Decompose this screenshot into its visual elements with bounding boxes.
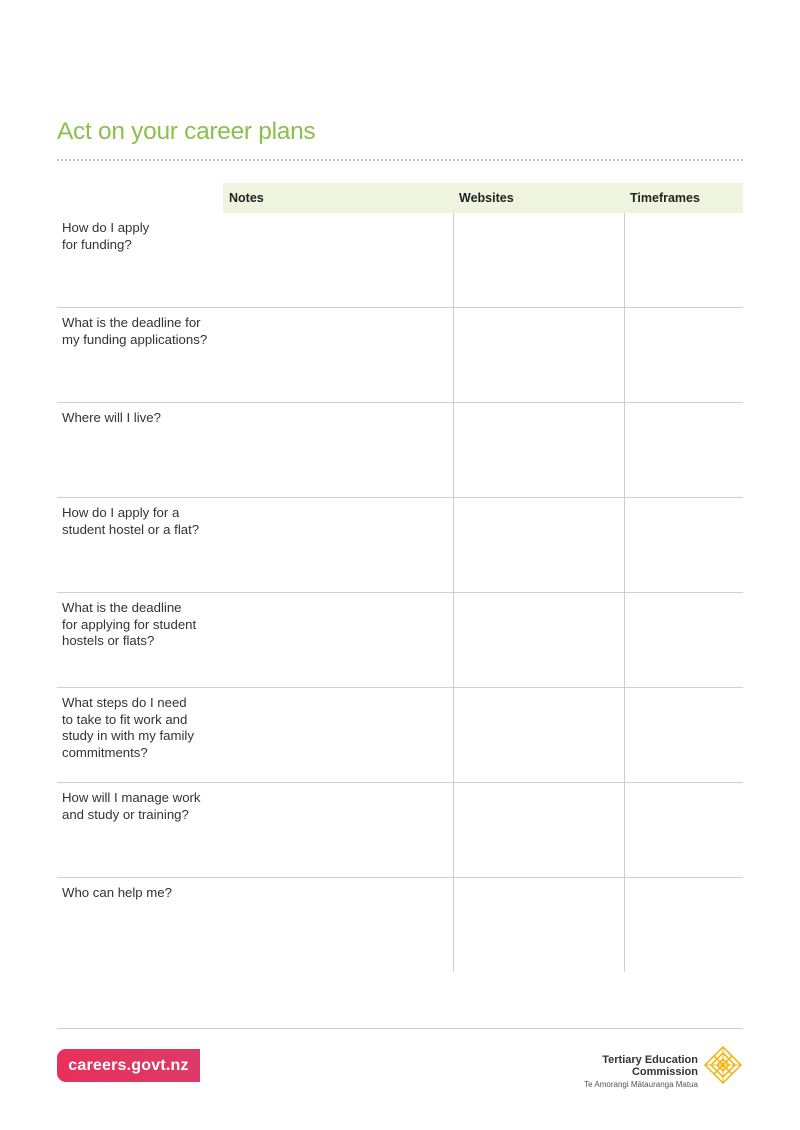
header-questions (57, 183, 223, 213)
timeframes-cell[interactable] (624, 498, 743, 593)
websites-cell[interactable] (453, 878, 624, 973)
question-cell: Who can help me? (62, 885, 172, 900)
websites-cell[interactable] (453, 783, 624, 878)
notes-cell[interactable] (223, 308, 453, 403)
notes-cell[interactable] (223, 213, 453, 308)
page-title: Act on your career plans (57, 118, 316, 145)
table-header-row (57, 183, 743, 213)
notes-cell[interactable] (223, 878, 453, 973)
header-notes: Notes (223, 183, 453, 213)
timeframes-cell[interactable] (624, 688, 743, 783)
footer-divider (57, 1028, 743, 1029)
timeframes-cell[interactable] (624, 593, 743, 688)
websites-cell[interactable] (453, 213, 624, 308)
question-cell: How will I manage work and study or training? (57, 783, 223, 878)
timeframes-cell[interactable] (624, 878, 743, 973)
websites-cell[interactable] (453, 403, 624, 498)
table-row (57, 593, 743, 688)
table-row (57, 688, 743, 783)
career-plans-table (57, 183, 743, 972)
table-row (57, 783, 743, 878)
timeframes-cell[interactable] (624, 403, 743, 498)
websites-cell[interactable] (453, 593, 624, 688)
table-row (57, 308, 743, 403)
table-row (57, 878, 743, 973)
header-timeframes: Timeframes (624, 183, 743, 213)
table-row (57, 498, 743, 593)
websites-cell[interactable] (453, 308, 624, 403)
question-cell: Where will I live? (57, 403, 223, 498)
tec-org-maori-name: Te Amorangi Mātauranga Matua (584, 1080, 698, 1089)
question-cell: What is the deadline for my funding applications? (57, 308, 223, 403)
header-websites: Websites (453, 183, 624, 213)
timeframes-cell[interactable] (624, 308, 743, 403)
notes-cell[interactable] (223, 593, 453, 688)
table-row (57, 213, 743, 308)
tec-diamond-knot-icon (704, 1046, 742, 1084)
notes-cell[interactable] (223, 688, 453, 783)
title-dotted-divider (57, 159, 743, 161)
notes-cell[interactable] (223, 403, 453, 498)
notes-cell[interactable] (223, 498, 453, 593)
websites-cell[interactable] (453, 498, 624, 593)
question-cell: What steps do I need to take to fit work and study in with my family commitments? (57, 688, 223, 783)
question-cell: How do I apply for a student hostel or a flat? (57, 498, 223, 593)
notes-cell[interactable] (223, 783, 453, 878)
timeframes-cell[interactable] (624, 783, 743, 878)
question-cell: How do I apply for funding? (57, 213, 223, 308)
question-cell: What is the deadline for applying for student hostels or flats? (57, 593, 223, 688)
tec-org-name: Tertiary Education Commission (602, 1054, 698, 1078)
tec-wordmark (560, 1054, 698, 1090)
careers-link-badge[interactable]: careers.govt.nz (57, 1049, 200, 1082)
timeframes-cell[interactable] (624, 213, 743, 308)
websites-cell[interactable] (453, 688, 624, 783)
table-row (57, 403, 743, 498)
